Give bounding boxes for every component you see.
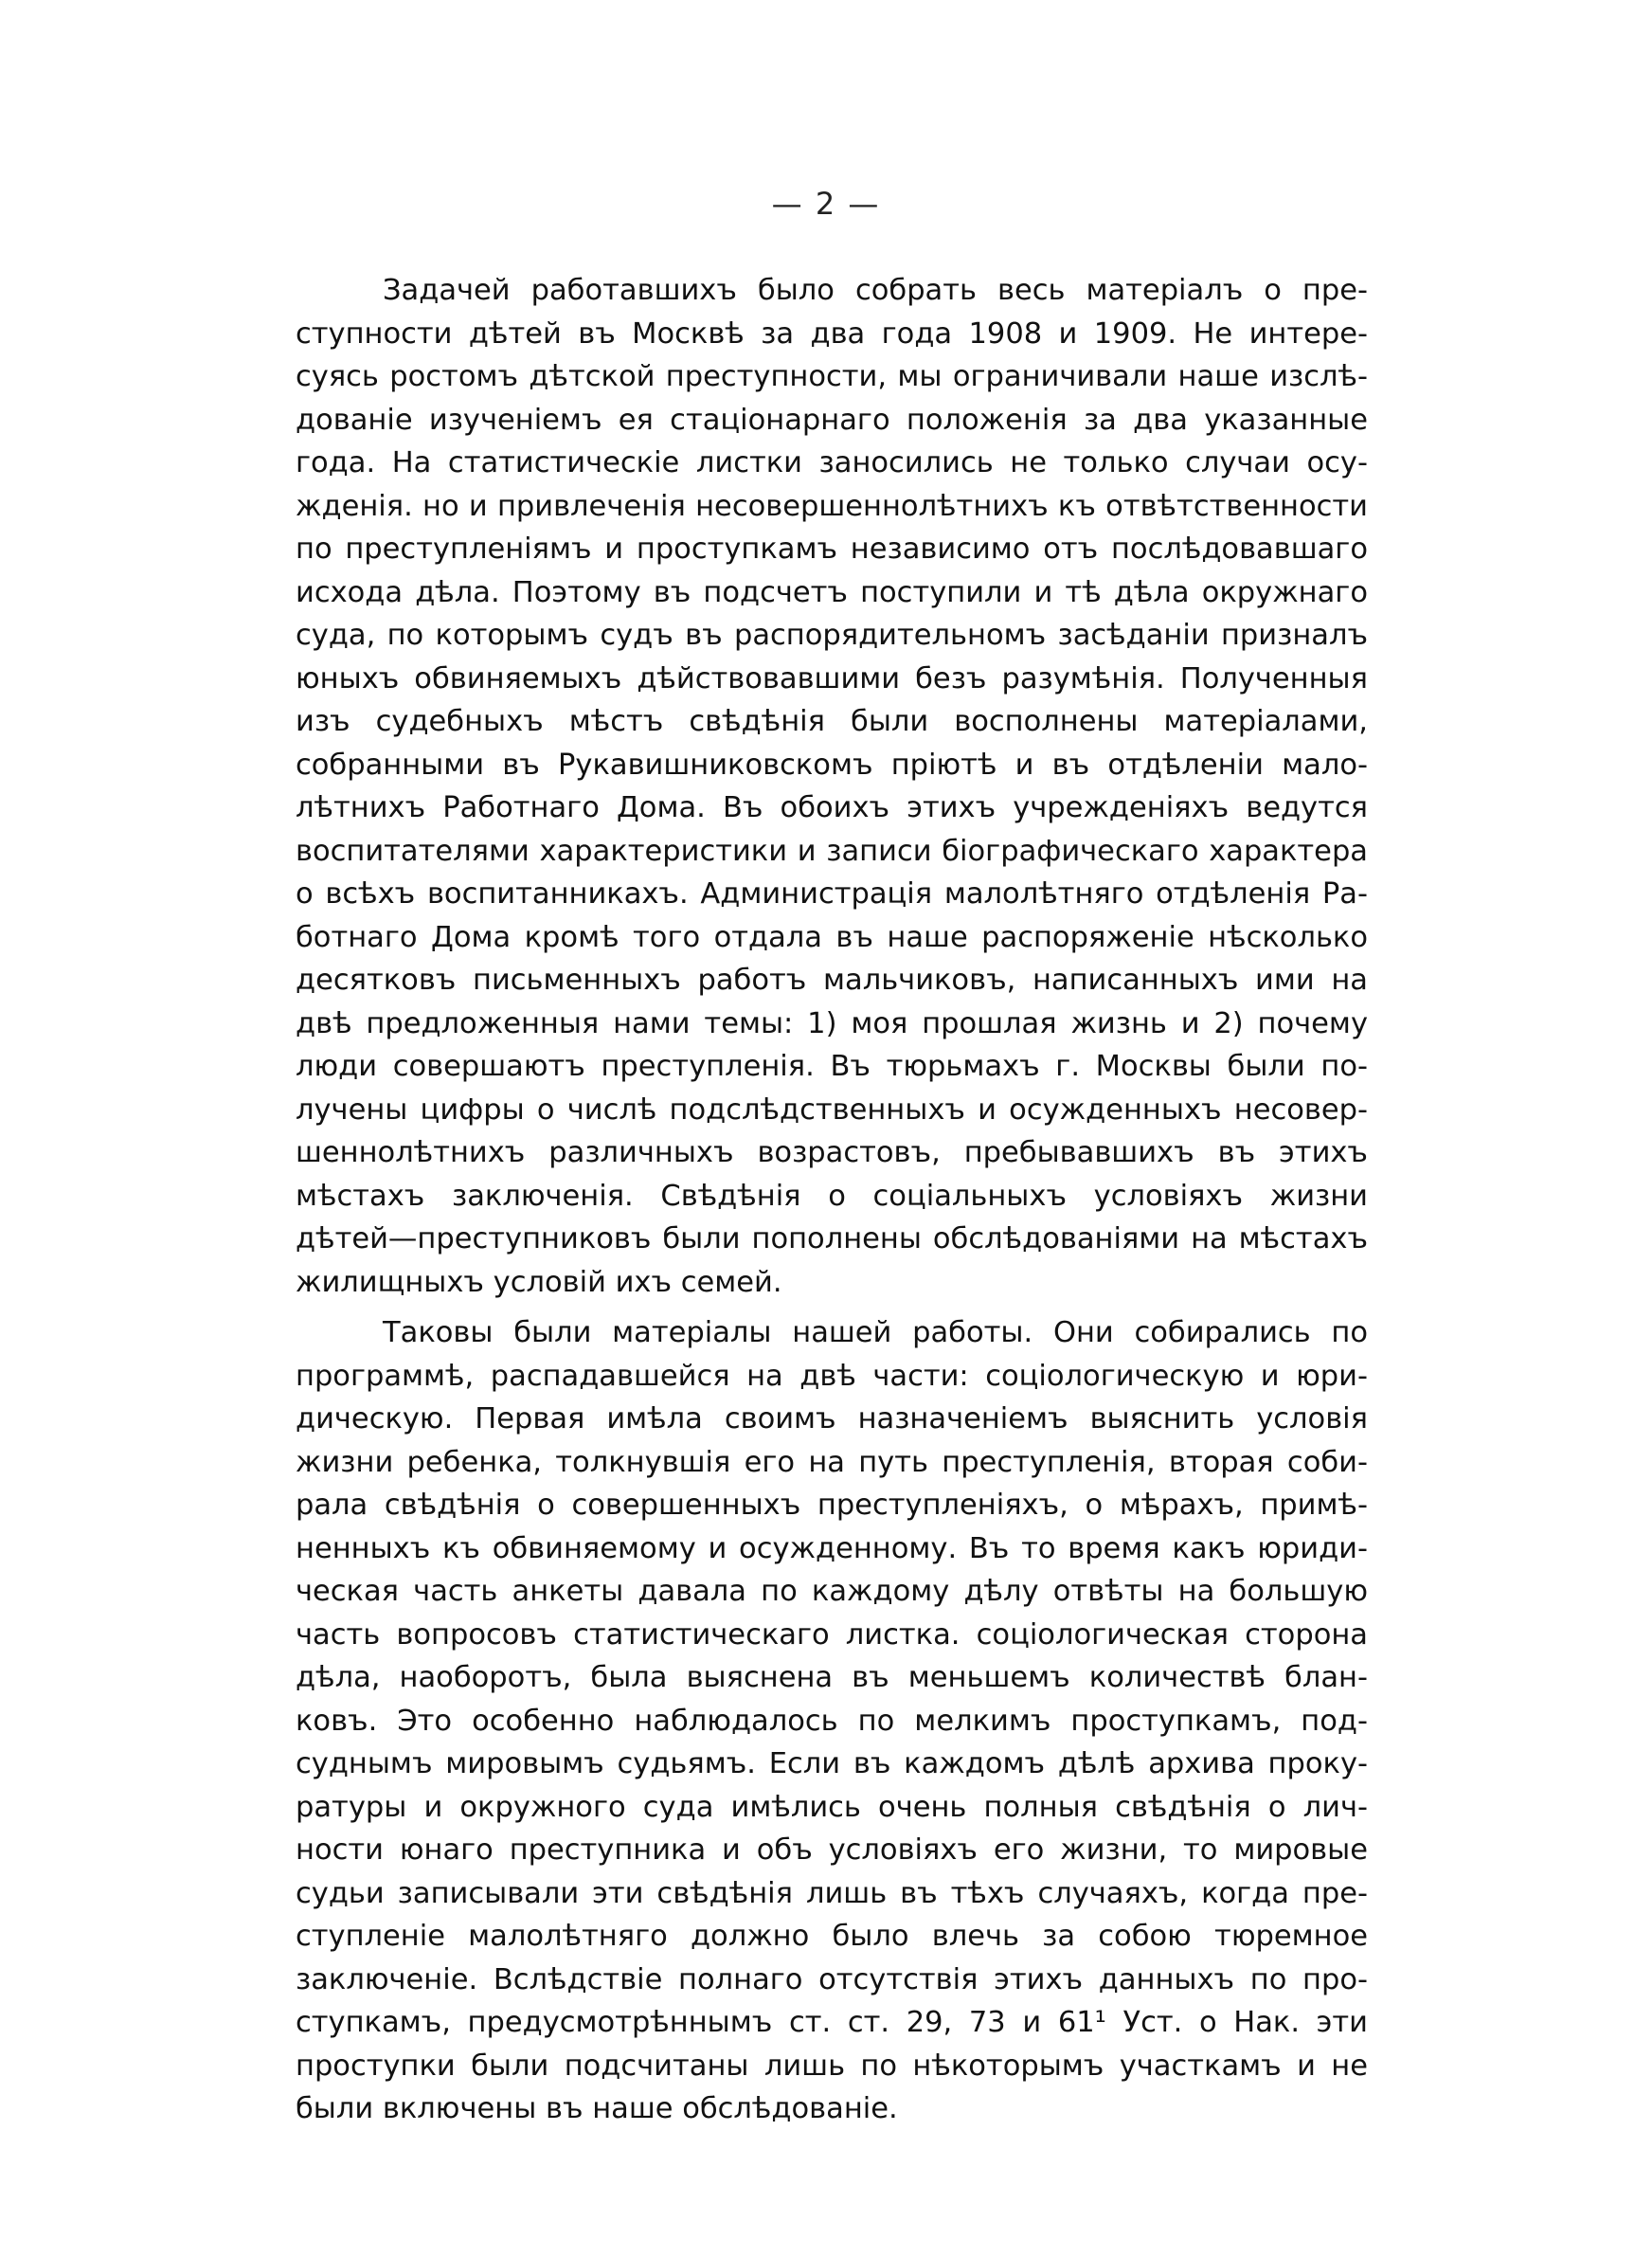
text-line: ности юнаго преступника и объ условіяхъ его жизни, то мировые [296, 1833, 1368, 1867]
text-line: мѣстахъ заключенія. Свѣдѣнія о соціальныхъ условіяхъ жизни [296, 1179, 1368, 1213]
text-line: ратуры и окружного суда имѣлись очень полныя свѣдѣнія о лич- [296, 1790, 1368, 1824]
text-line: двѣ предложенныя нами темы: 1) моя прошлая жизнь и 2) почему [296, 1006, 1368, 1040]
text-line: ботнаго Дома кромѣ того отдала въ наше распоряженіе нѣсколько [296, 920, 1368, 954]
text-line: десятковъ письменныхъ работъ мальчиковъ, написанныхъ ими на [296, 964, 1368, 997]
text-line: ческая часть анкеты давала по каждому дѣлу отвѣты на большую [296, 1575, 1368, 1608]
paragraph-gap [296, 1304, 1368, 1311]
text-line: рала свѣдѣнія о совершенныхъ преступленіяхъ, о мѣрахъ, примѣ- [296, 1489, 1368, 1522]
text-line: суясь ростомъ дѣтской преступности, мы ограничивали наше изслѣ- [296, 360, 1368, 393]
text-line: были включены въ наше обслѣдованіе. [296, 2092, 898, 2125]
text-line: ступности дѣтей въ Москвѣ за два года 1908 и 1909. Не интере- [296, 316, 1368, 351]
text-line: ступленіе малолѣтняго должно было влечь за собою тюремное [296, 1920, 1368, 1953]
text-line: заключеніе. Вслѣдствіе полнаго отсутствія этихъ данныхъ по про- [296, 1962, 1368, 1996]
text-line: года. На статистическіе листки заносились не только случаи осу- [296, 446, 1368, 479]
text-line: судьи записывали эти свѣдѣнія лишь въ тѣхъ случаяхъ, когда пре- [296, 1876, 1368, 1910]
text-line: дѣла, наоборотъ, была выяснена въ меньшемъ количествѣ блан- [296, 1661, 1368, 1694]
text-line: дованіе изученіемъ ея стаціонарнаго положенія за два указанные [296, 403, 1368, 437]
text-line: воспитателями характеристики и записи біографическаго характера [296, 834, 1368, 868]
text-line: жденія. но и привлеченія несовершеннолѣтнихъ къ отвѣтственности [296, 489, 1368, 523]
text-line: дическую. Первая имѣла своимъ назначеніемъ выяснить условія [296, 1402, 1368, 1435]
text-line: лучены цифры о числѣ подслѣдственныхъ и осужденныхъ несовер- [296, 1092, 1368, 1127]
text-line: дѣтей—преступниковъ были пополнены обслѣдованіями на мѣстахъ [296, 1222, 1368, 1255]
text-line: исхода дѣла. Поэтому въ подсчетъ поступили и тѣ дѣла окружнаго [296, 575, 1368, 609]
text-line: часть вопросовъ статистическаго листка. соціологическая сторона [296, 1617, 1368, 1652]
text-line: изъ судебныхъ мѣстъ свѣдѣнія были восполнены матеріалами, [296, 705, 1368, 738]
text-line: ненныхъ къ обвиняемому и осужденному. Въ то время какъ юриди- [296, 1531, 1368, 1565]
text-line: лѣтнихъ Работнаго Дома. Въ обоихъ этихъ учрежденіяхъ ведутся [296, 791, 1368, 824]
text-line: люди совершаютъ преступленія. Въ тюрьмахъ г. Москвы были по- [296, 1050, 1368, 1083]
paragraph-2 [296, 1311, 1368, 2131]
text-line: жилищныхъ условій ихъ семей. [296, 1265, 782, 1299]
text-line: шеннолѣтнихъ различныхъ возрастовъ, пребывавшихъ въ этихъ [296, 1136, 1368, 1169]
text-line: по преступленіямъ и проступкамъ независимо отъ послѣдовавшаго [296, 533, 1368, 566]
body-text [296, 269, 1368, 2131]
text-line: ступкамъ, предусмотрѣннымъ ст. ст. 29, 73 и 61¹ Уст. о Нак. эти [296, 2006, 1368, 2039]
text-line: проступки были подсчитаны лишь по нѣкоторымъ участкамъ и не [296, 2049, 1368, 2083]
page-number: — 2 — [771, 186, 881, 222]
text-line: Таковы были матеріалы нашей работы. Они собирались по [383, 1316, 1368, 1349]
text-line: программѣ, распадавшейся на двѣ части: соціологическую и юри- [296, 1359, 1368, 1393]
text-line: о всѣхъ воспитанникахъ. Администрація малолѣтняго отдѣленія Ра- [296, 877, 1368, 911]
text-line: жизни ребенка, толкнувшія его на путь преступленія, вторая соби- [296, 1445, 1368, 1479]
paragraph-1 [296, 269, 1368, 1304]
text-line: суда, по которымъ судъ въ распорядительномъ засѣданіи призналъ [296, 619, 1368, 652]
text-line: Задачей работавшихъ было собрать весь матеріалъ о пре- [383, 274, 1368, 307]
text-line: юныхъ обвиняемыхъ дѣйствовавшими безъ разумѣнія. Полученныя [296, 661, 1368, 695]
text-line: собранными въ Рукавишниковскомъ пріютѣ и въ отдѣленіи мало- [296, 748, 1368, 782]
text-line: суднымъ мировымъ судьямъ. Если въ каждомъ дѣлѣ архива проку- [296, 1747, 1368, 1780]
text-line: ковъ. Это особенно наблюдалось по мелкимъ проступкамъ, под- [296, 1704, 1368, 1738]
